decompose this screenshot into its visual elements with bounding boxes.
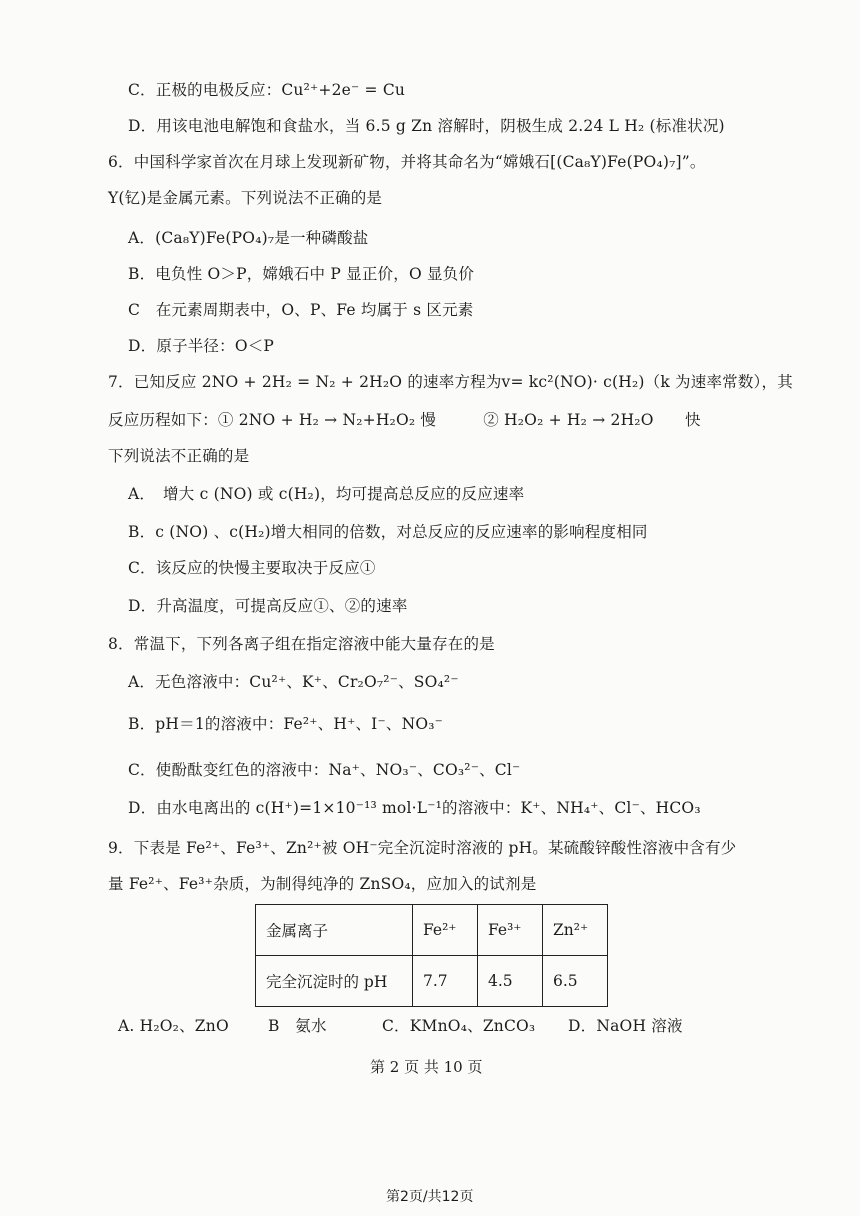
q8-option-c: C．使酚酞变红色的溶液中：Na⁺、NO₃⁻、CO₃²⁻、Cl⁻ <box>128 761 521 779</box>
q7-option-b: B．c (NO) 、c(H₂)增大相同的倍数，对总反应的反应速率的影响程度相同 <box>128 523 648 541</box>
q9-stem-line1: 9．下表是 Fe²⁺、Fe³⁺、Zn²⁺被 OH⁻完全沉淀时溶液的 pH。某硫酸锌酸性溶液中含有少 <box>108 839 737 857</box>
q7-option-d: D．升高温度，可提高反应①、②的速率 <box>128 597 408 615</box>
table-header-row <box>256 905 608 956</box>
q9-stem-line2: 量 Fe²⁺、Fe³⁺杂质，为制得纯净的 ZnSO₄，应加入的试剂是 <box>108 875 537 893</box>
table-cell: 7.7 <box>413 956 478 1007</box>
q9-option-a: A. H₂O₂、ZnO <box>118 1017 229 1035</box>
table-cell: Zn²⁺ <box>543 905 608 956</box>
table-cell: 金属离子 <box>256 905 413 956</box>
ph-table <box>255 904 608 1007</box>
q8-stem: 8．常温下，下列各离子组在指定溶液中能大量存在的是 <box>108 635 495 653</box>
q9-option-d: D．NaOH 溶液 <box>568 1017 683 1035</box>
q8-option-a: A．无色溶液中：Cu²⁺、K⁺、Cr₂O₇²⁻、SO₄²⁻ <box>128 673 459 691</box>
q6-stem-line1: 6．中国科学家首次在月球上发现新矿物，并将其命名为“嫦娥石[(Ca₈Y)Fe(PO₄)₇]”。 <box>108 153 706 171</box>
table-cell: 6.5 <box>543 956 608 1007</box>
q6-option-d: D．原子半径：O＜P <box>128 337 275 355</box>
q7-stem-line3: 下列说法不正确的是 <box>108 447 250 465</box>
q7-option-c: C．该反应的快慢主要取决于反应① <box>128 559 376 577</box>
q9-option-c: C．KMnO₄、ZnCO₃ <box>382 1017 536 1035</box>
q7-option-a: A． 增大 c (NO) 或 c(H₂)，均可提高总反应的反应速率 <box>128 485 525 503</box>
q8-option-b: B．pH＝1的溶液中：Fe²⁺、H⁺、I⁻、NO₃⁻ <box>128 715 444 733</box>
q6-stem-line2: Y(钇)是金属元素。下列说法不正确的是 <box>108 189 383 207</box>
q8-option-d: D．由水电离出的 c(H⁺)=1×10⁻¹³ mol·L⁻¹的溶液中：K⁺、NH₄⁺、Cl⁻、HCO₃ <box>128 799 701 817</box>
q5-option-d: D．用该电池电解饱和食盐水，当 6.5 g Zn 溶解时，阴极生成 2.24 L H₂ (标准状况) <box>128 117 725 135</box>
table-cell: 完全沉淀时的 pH <box>256 956 413 1007</box>
q6-option-b: B．电负性 O＞P，嫦娥石中 P 显正价，O 显负价 <box>128 265 475 283</box>
q7-stem-line1: 7．已知反应 2NO + 2H₂ = N₂ + 2H₂O 的速率方程为v= kc²(NO)· c(H₂)（k 为速率常数），其 <box>108 373 793 391</box>
table-cell: Fe²⁺ <box>413 905 478 956</box>
q6-option-a: A．(Ca₈Y)Fe(PO₄)₇是一种磷酸盐 <box>128 229 369 247</box>
q6-option-c: C 在元素周期表中，O、P、Fe 均属于 s 区元素 <box>128 301 474 319</box>
q5-option-c: C．正极的电极反应：Cu²⁺+2e⁻ = Cu <box>128 81 406 99</box>
table-cell: 4.5 <box>478 956 543 1007</box>
q7-stem-line2: 反应历程如下：① 2NO + H₂ → N₂+H₂O₂ 慢 ② H₂O₂ + H₂ → 2H₂O 快 <box>108 411 701 429</box>
q9-option-b: B 氨水 <box>268 1017 327 1035</box>
page-footer: 第 2 页 共 10 页 <box>370 1058 483 1076</box>
scan-footer: 第2页/共12页 <box>386 1189 474 1205</box>
table-row <box>256 956 608 1007</box>
table-cell: Fe³⁺ <box>478 905 543 956</box>
